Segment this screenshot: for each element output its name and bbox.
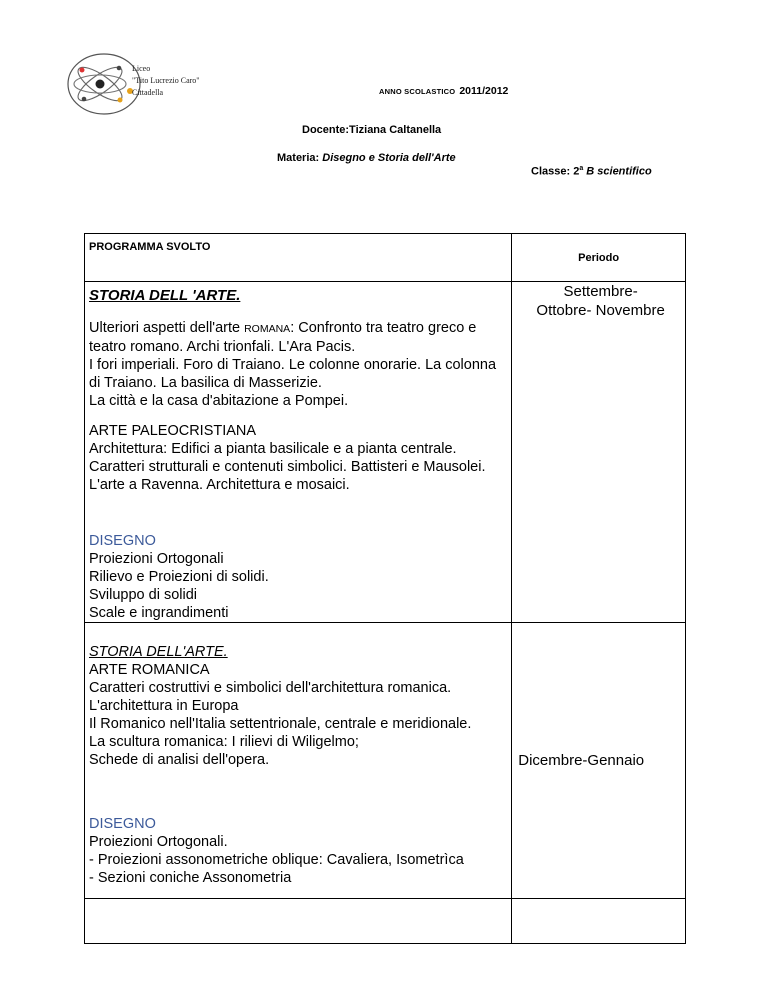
school-line3: Cittadella [132, 88, 164, 97]
col-header-programma: PROGRAMMA SVOLTO [85, 234, 512, 282]
paragraph-romana [89, 319, 511, 410]
year-value: 2011/2012 [459, 85, 509, 97]
text: Rilievo e Proiezioni di solidi. [89, 569, 269, 585]
year-label: ANNO SCOLASTICO [379, 87, 456, 96]
table-header-row [85, 234, 686, 282]
table-row [85, 282, 686, 623]
text: La città e la casa d'abitazione a Pompei. [89, 393, 349, 409]
subsection-title: ARTE PALEOCRISTIANA [89, 423, 257, 439]
school-name [132, 63, 200, 99]
text: - Proiezioni assonometriche oblique: Cavaliera, Isometrìca [89, 852, 464, 868]
section-title: STORIA DELL 'ARTE. [89, 287, 241, 304]
materia-value: Disegno e Storia dell'Arte [322, 152, 456, 164]
text: Il Romanico nell'Italia settentrionale, centrale e meridionale. [89, 716, 472, 732]
text: Caratteri costruttivi e simbolici dell'architettura romanica. [89, 680, 452, 696]
classe-sup: a [579, 165, 584, 172]
period-cell-2: Dicembre-Gennaio [512, 623, 686, 899]
school-line2: "Tito Lucrezio Caro" [132, 76, 200, 85]
text: Sviluppo di solidi [89, 587, 198, 603]
text: I fori imperiali. Foro di Traiano. Le colonne onorarie. La colonna di Traiano. La basilica di Masserizie. [89, 357, 497, 391]
text: Schede di analisi dell'opera. [89, 752, 270, 768]
table-row-empty [85, 899, 686, 944]
text: Scale e ingrandimenti [89, 605, 229, 621]
empty-cell [85, 899, 512, 944]
empty-cell [512, 899, 686, 944]
text: - Sezioni coniche Assonometria [89, 870, 292, 886]
period-cell-1 [512, 282, 686, 623]
disegno-heading: DISEGNO [89, 533, 156, 549]
text: L'architettura in Europa [89, 698, 239, 714]
paragraph-paleocristiana [89, 422, 511, 494]
table-row [85, 623, 686, 899]
text: : Confronto tra teatro greco e teatro romano. Archi trionfali. L'Ara Pacis. [89, 320, 477, 355]
materia-label: Materia: [277, 152, 323, 164]
program-table [84, 233, 686, 944]
disegno-heading: DISEGNO [89, 816, 156, 832]
col-header-periodo: Periodo [512, 234, 686, 282]
program-cell-2 [85, 623, 512, 899]
classe-label: Classe: 2 [531, 165, 580, 178]
text: Proiezioni Ortogonali. [89, 834, 228, 850]
text: Architettura: Edifici a pianta basilicale e a pianta centrale. Caratteri strutturali e contenuti simbolici. Battisteri e Mausolei. L'arte a Ravenna. Architettura e mosaici. [89, 441, 486, 493]
classe [531, 165, 652, 178]
paragraph-disegno [89, 815, 511, 887]
text: La scultura romanica: I rilievi di Wiligelmo; [89, 734, 359, 750]
classe-value: B scientifico [583, 165, 652, 178]
paragraph-disegno [89, 532, 511, 622]
materia [277, 152, 456, 164]
text: Ulteriori aspetti dell'arte [89, 320, 245, 336]
period-text: Settembre- [563, 283, 638, 300]
school-line1: Liceo [132, 64, 151, 73]
text-smallcaps: ROMANA [244, 323, 291, 335]
section-title: STORIA DELL'ARTE. [89, 644, 228, 660]
school-year [379, 85, 508, 97]
text: Proiezioni Ortogonali [89, 551, 224, 567]
docente: Docente:Tiziana Caltanella [302, 124, 442, 136]
period-text: Ottobre- Novembre [536, 302, 665, 319]
program-cell-1 [85, 282, 512, 623]
text: ARTE ROMANICA [89, 662, 210, 678]
